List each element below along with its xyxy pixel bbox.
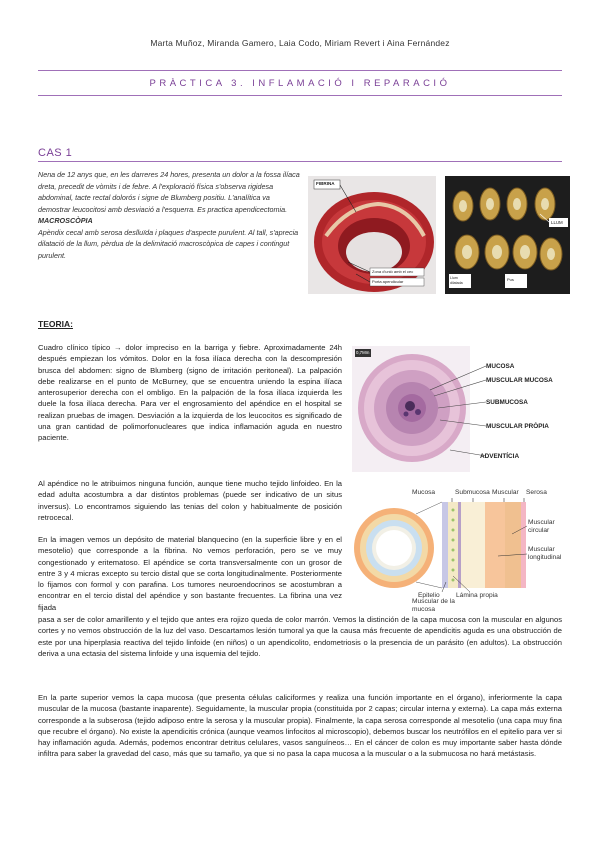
scale-label: 0,7Mm <box>356 350 370 355</box>
case-rule <box>38 161 562 162</box>
diagram-label-epitelio: Epitelio <box>418 592 440 599</box>
diagram-label-muscular-mucosa: Muscular de la mucosa <box>412 598 455 613</box>
histology-label-mucosa: MUCOSA <box>486 363 515 370</box>
macroscopy-heading: MACROSCÒPIA <box>38 216 93 225</box>
diagram-label-serosa: Serosa <box>526 489 547 496</box>
diagram-label-muscular: Muscular <box>492 489 519 496</box>
theory-paragraph-3-continued: pasa a ser de color amarillento y el tejido que antes era rojizo queda de color marrón. Vemos la distinción de la capa mucosa con la muscular en algunos cortes y no vemos obstrucción de la luz del vaso. Descartamos lesión tumoral ya que la causa más frecuente de apendicitis aguda es una obstrucción de este por una hiperplasia reactiva del tejido linfoide (en niños) o un apendicolito, endometriosis o la presencia de un parásito (en adultos). La obstrucción deriva a una ectasia del sistema linfoide y una isquemia del tejido. <box>38 615 562 658</box>
theory-paragraph-2: Al apéndice no le atribuimos ninguna función, aunque tiene mucho tejido linfoideo. En la edad adulta acostumbra a dar distintos problemas (puede ser indicativo de un situs inversus). Lo encontramos siguiendo las tenias del colon y habitualmente de posición retrocecal. <box>38 479 342 522</box>
diagram-label-muscular-longitudinal: Muscular longitudinal <box>528 546 562 561</box>
histology-label-adventicia: ADVENTÍCIA <box>480 453 520 460</box>
case-text-block <box>38 169 300 261</box>
appendix-macro-photo <box>308 176 436 294</box>
photo2-label-3: Pus <box>507 277 514 282</box>
case-description: Nena de 12 anys que, en les darreres 24 hores, presenta un dolor a la fossa ilíaca dreta, precedit de vòmits i de febre. A l'exploració física s'observa rigidesa abdominal, tacte rectal dolorós i signe de Blumberg positiu. L'analítica va demostrar leucocitosi amb desviació a l'esquerra. Es practica apendicectomia. <box>38 170 300 214</box>
photo1-label-2: Zona d'unió amb el cec <box>372 269 414 274</box>
page-title: PRÀCTICA 3. INFLAMACIÓ I REPARACIÓ <box>149 78 451 89</box>
histology-pointer-lines <box>430 360 490 460</box>
theory-paragraph-4: En la parte superior vemos la capa mucosa (que presenta células caliciformes y realiza una función importante en el órgano), inferiormente la capa muscular de la mucosa (bastante inaparente). Seguidamente, la muscular propia (constituida por 2 capas; circular interna y externa). La capa más externa corresponde a la subserosa (tejido adiposo entre la serosa y la muscular propia). Finalmente, la capa serosa corresponde al mesotelio (una capa muy fina que recubre el órgano). No existe la apendicitis crónica (aunque veamos linfocitos al microscopio), debemos buscar los neutrófilos en el epitelio para ver si hay inflamación aguda. Además, podemos encontrar detritus celulares, vasos sanguíneos… En el cáncer de colon es muy importante saber hasta dónde infiltra para saber la gravedad del caso, más que su tamaño, ya que si no pasa la capa mucosa a la muscular o a la submucosa no hará metástasis. <box>38 693 562 759</box>
photo2-label-2: Llum dilatada <box>450 276 463 285</box>
histology-label-muscular-propia: MUSCULAR PRÒPIA <box>486 423 549 430</box>
histology-label-muscular-mucosa: MUSCULAR MUCOSA <box>486 377 553 384</box>
case-heading: CAS 1 <box>38 147 73 159</box>
appendix-sections-photo <box>445 176 570 294</box>
theory-heading: TEORIA: <box>38 319 73 329</box>
macroscopy-text: Apèndix cecal amb serosa deslluïda i plaques d'aspecte purulent. Al tall, s'aprecia dilatació de la llum, pèrdua de la delimitació macroscòpica de capes i contingut purulent. <box>38 227 299 260</box>
fibrina-label: FIBRINA <box>316 181 335 186</box>
layers-diagram <box>352 486 572 613</box>
authors-line: Marta Muñoz, Miranda Gamero, Laia Codo, Miriam Revert i Aina Fernández <box>150 38 450 48</box>
title-rule-bottom <box>38 95 562 96</box>
histology-label-submucosa: SUBMUCOSA <box>486 399 528 406</box>
diagram-label-lamina-propia: Lámina propia <box>456 592 498 599</box>
diagram-label-mucosa: Mucosa <box>412 489 436 496</box>
diagram-label-muscular-circular: Muscular circular <box>528 519 555 534</box>
theory-paragraph-1: Cuadro clínico típico → dolor impreciso en la barriga y fiebre. Aproximadamente 24h después empiezan los vómitos. Dolor en la fosa ilíaca derecha con la descompresión brusca del abdomen: signo de Blumberg (signo de irritación peritoneal). La palpación debe realizarse en el punto de McBurney, que se encuentra uniendo la espina ilíaca anterosuperior derecha con el ombligo. En la palpación de la fosa ilíaca izquierda les duele la fosa ilíaca derecha. Para ver el engrosamiento del apéndice en el hospital se realizan pruebas de imagen. Desviación a la izquierda de los leucocitos es significado de una gran cantidad de polimorfonucleares que indica inflamación aguda en nuestro paciente. <box>38 343 342 443</box>
theory-paragraph-3: En la imagen vemos un depósito de material blanquecino (en la superficie libre y en el mesotelio) que corresponde a la fibrina. No vemos perforación, pero se ve muy congestionado y eritematoso. El apéndice se corta transversalmente con un grosor de entre 3 y 4 micras excepto su tercio distal que se corta longitudinalmente. Posteriormente lo fijamos con formol y con parafina. Los tumores neuroendocrinos se acostumbran a encontrar en el tercio distal del apéndice y son bastante frecuentes. La fibrina una vez fijada <box>38 535 342 612</box>
llum-label: LLUM <box>551 220 563 225</box>
appendix-macro-image <box>308 176 436 294</box>
diagram-label-submucosa: Submucosa <box>455 489 490 496</box>
photo1-label-3: Porta apendicular <box>372 279 404 284</box>
title-rule-top <box>38 70 562 71</box>
